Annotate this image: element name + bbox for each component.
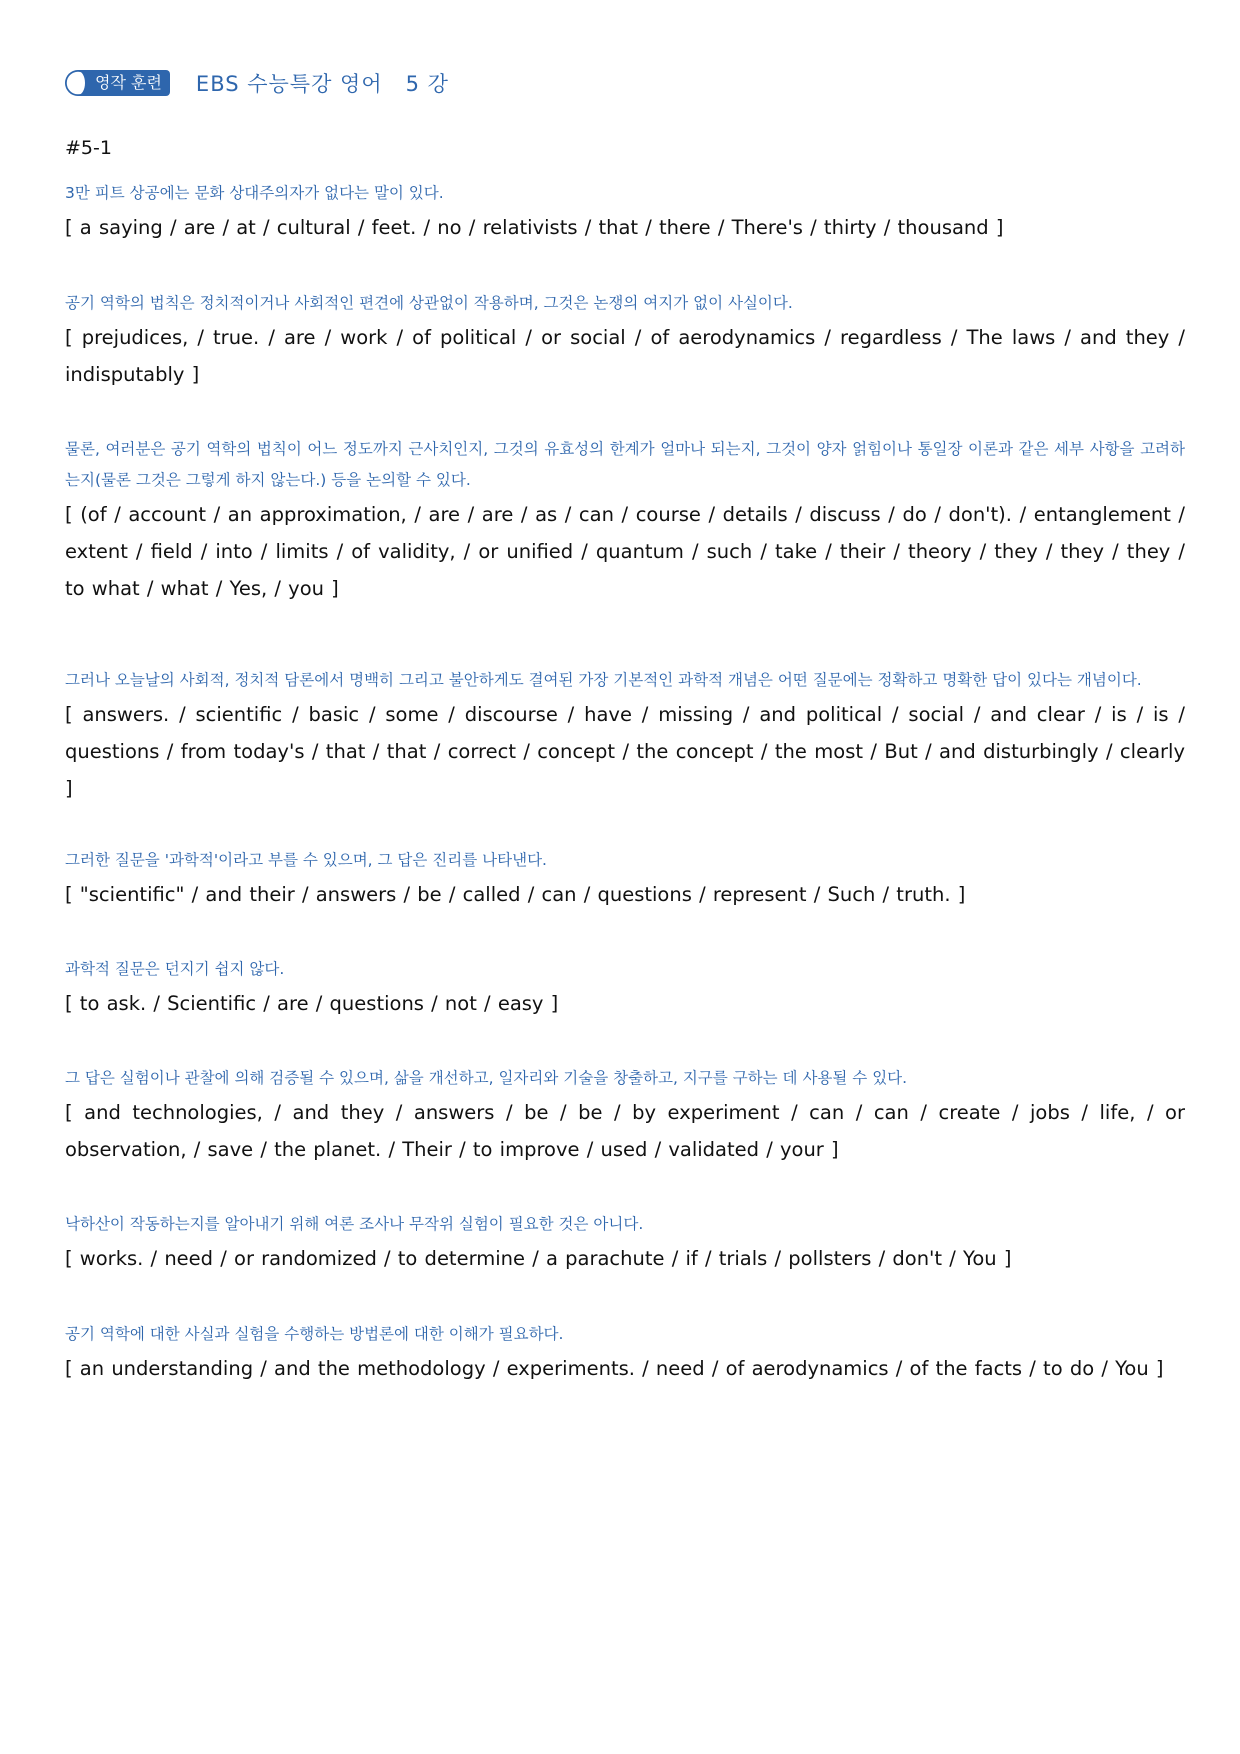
word-bank: [ an understanding / and the methodology / experiments. / need / of aerodynamics / of the facts / to do / You ] <box>65 1357 1164 1380</box>
list-item <box>65 434 1185 607</box>
korean-sentence: 그러나 오늘날의 사회적, 정치적 담론에서 명백히 그리고 불안하게도 결여된 가장 기본적인 과학적 개념은 어떤 질문에는 정확하고 명확한 답이 있다는 개념이다. <box>65 671 1142 689</box>
list-item <box>65 1209 1185 1277</box>
korean-sentence: 그러한 질문을 '과학적'이라고 부를 수 있으며, 그 답은 진리를 나타낸다. <box>65 851 547 869</box>
korean-sentence: 공기 역학의 법칙은 정치적이거나 사회적인 편견에 상관없이 작용하며, 그것은 논쟁의 여지가 없이 사실이다. <box>65 294 793 312</box>
word-bank: [ works. / need / or randomized / to determine / a parachute / if / trials / pollsters / don't / You ] <box>65 1247 1012 1270</box>
header <box>65 66 1185 100</box>
word-bank: [ and technologies, / and they / answers / be / be / by experiment / can / can / create / jobs / life, / or observation, / save / the planet. / Their / to improve / used / validated / your ] <box>65 1101 1185 1161</box>
worksheet <box>65 66 1185 160</box>
list-item <box>65 288 1185 393</box>
word-bank: [ answers. / scientific / basic / some / discourse / have / missing / and political / social / and clear / is / is / questions / from today's / that / that / correct / concept / the concept / the most / But / and disturbingly / clearly ] <box>65 703 1185 800</box>
list-item <box>65 845 1185 913</box>
word-bank: [ "scientific" / and their / answers / be / called / can / questions / represent / Such / truth. ] <box>65 883 966 906</box>
list-item <box>65 178 1185 246</box>
list-item <box>65 1319 1185 1387</box>
word-bank: [ a saying / are / at / cultural / feet. / no / relativists / that / there / There's / thirty / thousand ] <box>65 216 1004 239</box>
korean-sentence: 그 답은 실험이나 관찰에 의해 검증될 수 있으며, 삶을 개선하고, 일자리와 기술을 창출하고, 지구를 구하는 데 사용될 수 있다. <box>65 1069 908 1087</box>
section-number: #5-1 <box>65 137 112 159</box>
korean-sentence: 물론, 여러분은 공기 역학의 법칙이 어느 정도까지 근사치인지, 그것의 유효성의 한계가 얼마나 되는지, 그것이 양자 얽힘이나 통일장 이론과 같은 세부 사항을 고려하는지(물론 그것은 그렇게 하지 않는다.) 등을 논의할 수 있다. <box>65 440 1185 489</box>
half-moon-icon <box>65 70 91 96</box>
korean-sentence: 낙하산이 작동하는지를 알아내기 위해 여론 조사나 무작위 실험이 필요한 것은 아니다. <box>65 1215 644 1233</box>
list-item <box>65 665 1185 807</box>
list-item <box>65 1063 1185 1168</box>
korean-sentence: 과학적 질문은 던지기 쉽지 않다. <box>65 960 285 978</box>
page-title: EBS 수능특강 영어 5 강 <box>195 72 449 96</box>
word-bank: [ (of / account / an approximation, / are / are / as / can / course / details / discuss / do / don't). / entanglement / extent / field / into / limits / of validity, / or unified / quantum / such / take / their / theory / they / they / they / to what / what / Yes, / you ] <box>65 503 1185 600</box>
badge-label: 영작 훈련 <box>95 73 162 92</box>
list-item <box>65 954 1185 1022</box>
word-bank: [ to ask. / Scientific / are / questions / not / easy ] <box>65 992 559 1015</box>
korean-sentence: 공기 역학에 대한 사실과 실험을 수행하는 방법론에 대한 이해가 필요하다. <box>65 1325 564 1343</box>
word-bank: [ prejudices, / true. / are / work / of political / or social / of aerodynamics / regardless / The laws / and they / indisputably ] <box>65 326 1185 386</box>
korean-sentence: 3만 피트 상공에는 문화 상대주의자가 없다는 말이 있다. <box>65 184 444 202</box>
exercise-badge <box>65 70 170 96</box>
